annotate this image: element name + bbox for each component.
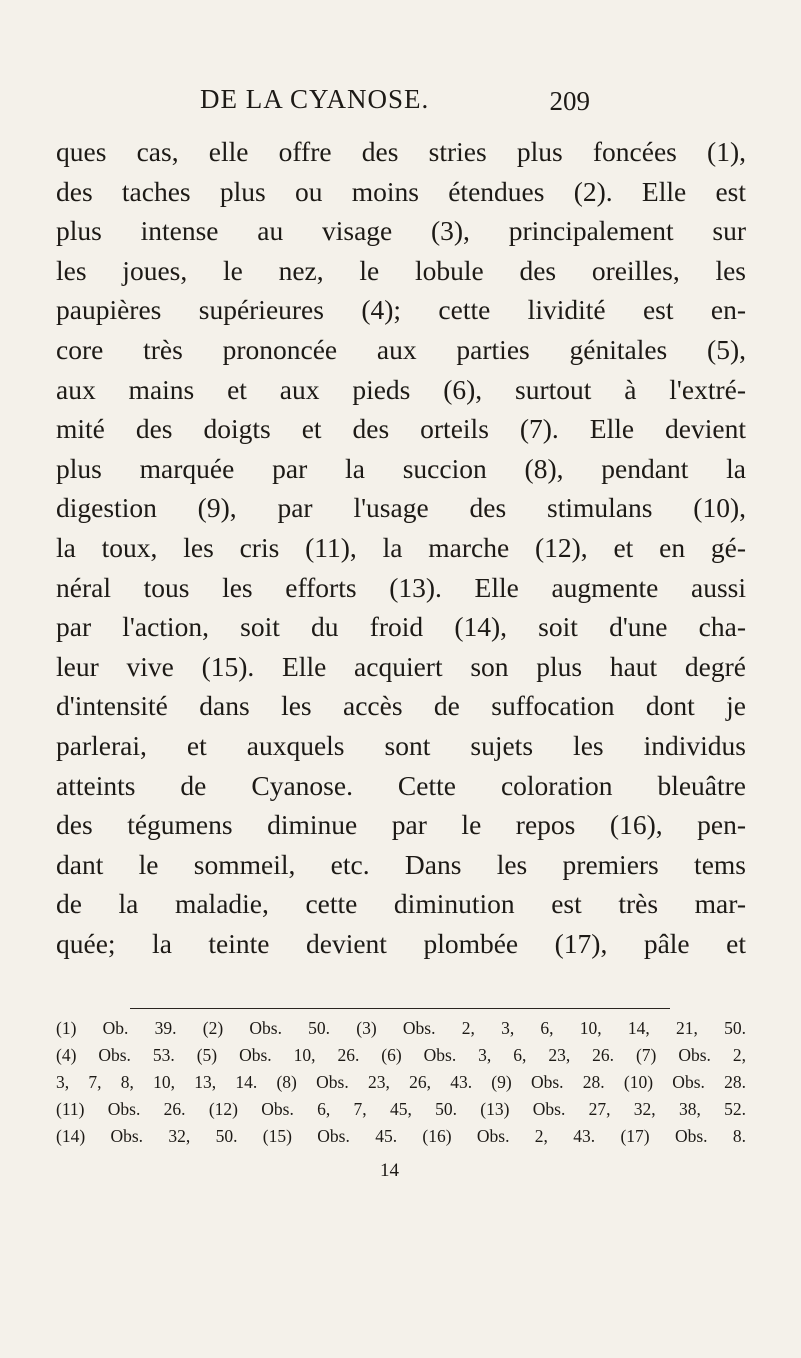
body-line: atteints de Cyanose. Cette coloration bleuâtre: [56, 769, 746, 801]
body-line: d'intensité dans les accès de suffocation dont je: [56, 690, 746, 722]
body-line: les joues, le nez, le lobule des oreilles, les: [56, 254, 746, 286]
body-line: néral tous les efforts (13). Elle augmente aussi: [56, 571, 746, 603]
signature-mark: 14: [380, 1160, 399, 1181]
body-line: aux mains et aux pieds (6), surtout à l'extré-: [56, 373, 746, 405]
body-line: leur vive (15). Elle acquiert son plus haut degré: [56, 650, 746, 682]
running-title: DE LA CYANOSE.: [200, 84, 430, 114]
body-line: quée; la teinte devient plombée (17), pâle et: [56, 927, 746, 959]
body-line: par l'action, soit du froid (14), soit d'une cha-: [56, 611, 746, 643]
body-line: la toux, les cris (11), la marche (12), et en gé-: [56, 531, 746, 563]
body-line: core très prononcée aux parties génitales (5),: [56, 333, 746, 365]
body-line: mité des doigts et des orteils (7). Elle devient: [56, 413, 746, 445]
body-text: [56, 132, 746, 963]
body-line: plus marquée par la succion (8), pendant la: [56, 452, 746, 484]
body-line: des taches plus ou moins étendues (2). Elle est: [56, 175, 746, 207]
footnote-line: (1) Ob. 39. (2) Obs. 50. (3) Obs. 2, 3, 6, 10, 14, 21, 50.: [56, 1018, 746, 1038]
footnote-rule: [130, 1008, 670, 1009]
footnotes: [56, 1015, 746, 1150]
body-line: de la maladie, cette diminution est très mar-: [56, 888, 746, 920]
body-line: paupières supérieures (4); cette lividité est en-: [56, 294, 746, 326]
body-line: des tégumens diminue par le repos (16), pen-: [56, 809, 746, 841]
body-line: digestion (9), par l'usage des stimulans (10),: [56, 492, 746, 524]
footnote-line: (11) Obs. 26. (12) Obs. 6, 7, 45, 50. (13) Obs. 27, 32, 38, 52.: [56, 1099, 746, 1119]
footnote-line: 3, 7, 8, 10, 13, 14. (8) Obs. 23, 26, 43. (9) Obs. 28. (10) Obs. 28.: [56, 1072, 746, 1092]
body-line: plus intense au visage (3), principalement sur: [56, 215, 746, 247]
footnote-line: (14) Obs. 32, 50. (15) Obs. 45. (16) Obs. 2, 43. (17) Obs. 8.: [56, 1126, 746, 1146]
page-number: 209: [549, 86, 590, 116]
page-header: [200, 84, 590, 124]
footnote-line: (4) Obs. 53. (5) Obs. 10, 26. (6) Obs. 3, 6, 23, 26. (7) Obs. 2,: [56, 1045, 746, 1065]
body-line: parlerai, et auxquels sont sujets les individus: [56, 729, 746, 761]
body-line: ques cas, elle offre des stries plus foncées (1),: [56, 136, 746, 167]
body-line: dant le sommeil, etc. Dans les premiers tems: [56, 848, 746, 880]
